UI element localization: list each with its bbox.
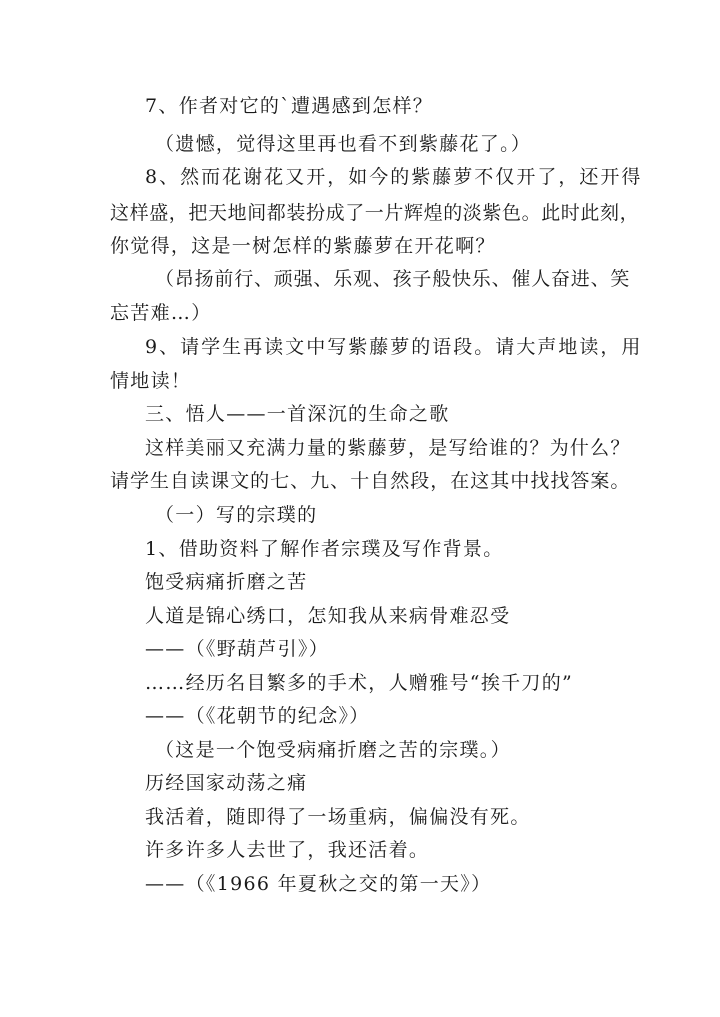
answer-8-line-2: 忘苦难…） [110, 302, 212, 324]
quote-2-source: ——（《花朝节的纪念》） [145, 705, 370, 727]
subheading-illness: 饱受病痛折磨之苦 [145, 571, 308, 593]
question-8-line-3: 你觉得，这是一树怎样的紫藤萝在开花啊？ [110, 235, 496, 257]
item-1: 1、借助资料了解作者宗璞及写作背景。 [145, 538, 504, 560]
question-9-line-2: 情地读！ [110, 370, 192, 392]
question-7: 7、作者对它的`遭遇感到怎样？ [145, 95, 434, 117]
quote-3-line-1: 我活着，随即得了一场重病，偏偏没有死。 [145, 806, 531, 828]
section-3-heading: 三、悟人——一首深沉的生命之歌 [145, 403, 450, 425]
answer-7: （遗憾，觉得这里再也看不到紫藤花了。） [155, 133, 532, 155]
quote-2: ……经历名目繁多的手术，人赠雅号“挨千刀的” [145, 672, 574, 694]
subsection-1-heading: （一）写的宗璞的 [155, 504, 318, 526]
quote-1: 人道是锦心绣口，怎知我从来病骨难忍受 [145, 605, 511, 627]
section-3-paragraph-line-2: 请学生自读课文的七、九、十自然段，在这其中找找答案。 [110, 470, 630, 492]
quote-3-source: ——（《1966 年夏秋之交的第一天》） [145, 873, 492, 895]
section-3-paragraph-line-1: 这样美丽又充满力量的紫藤萝，是写给谁的？为什么？ [145, 437, 630, 459]
question-9-line-1: 9、请学生再读文中写紫藤萝的语段。请大声地读，用 [145, 336, 641, 358]
answer-8-line-1: （昂扬前行、顽强、乐观、孩子般快乐、催人奋进、笑 [155, 268, 630, 290]
question-8-line-1: 8、然而花谢花又开，如今的紫藤萝不仅开了，还开得 [145, 166, 641, 188]
question-8-line-2: 这样盛，把天地间都装扮成了一片辉煌的淡紫色。此时此刻， [110, 202, 640, 224]
subheading-turmoil: 历经国家动荡之痛 [145, 772, 308, 794]
illness-summary: （这是一个饱受病痛折磨之苦的宗璞。） [155, 739, 511, 761]
quote-3-line-2: 许多许多人去世了，我还活着。 [145, 839, 430, 861]
quote-1-source: ——（《野葫芦引》） [145, 638, 330, 660]
